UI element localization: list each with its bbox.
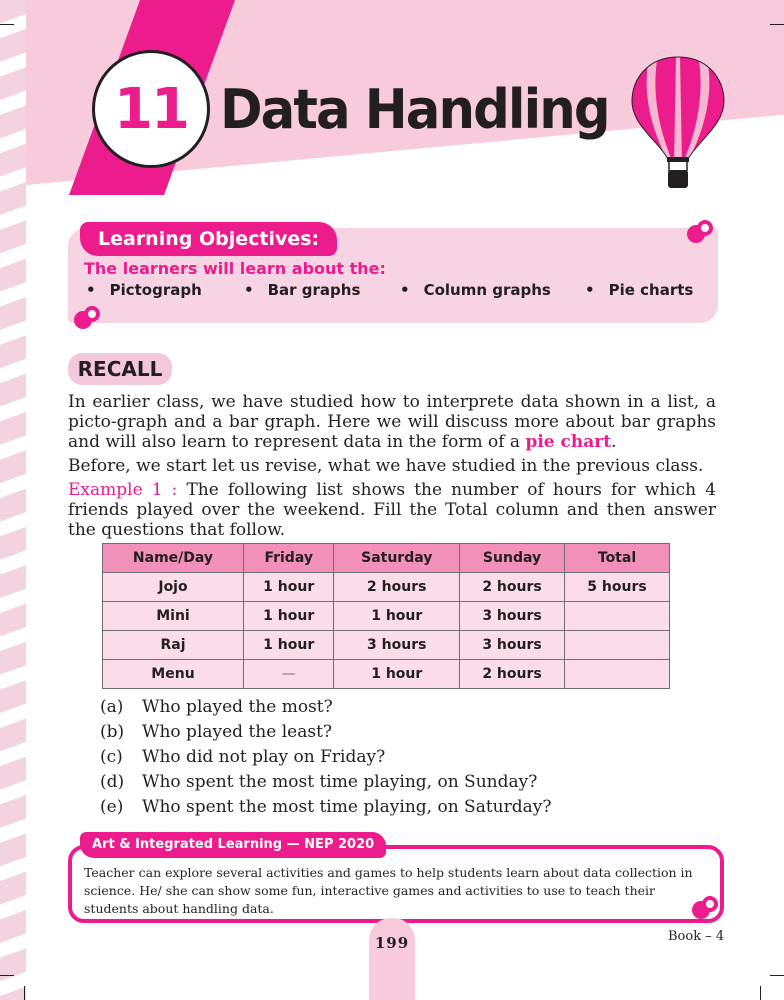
- table-cell: —: [243, 660, 333, 689]
- question-item: (b) Who played the least?: [100, 722, 333, 742]
- side-stripe-pattern: [0, 0, 26, 1000]
- crop-mark: [760, 986, 761, 1000]
- chapter-title: Data Handling: [220, 78, 609, 141]
- table-cell: 2 hours: [460, 660, 565, 689]
- nep-heading: Art & Integrated Learning — NEP 2020: [80, 832, 386, 858]
- objective-item: • Bar graphs: [244, 281, 361, 299]
- table-cell: Raj: [103, 631, 244, 660]
- objective-item: • Column graphs: [400, 281, 551, 299]
- question-item: (e) Who spent the most time playing, on Saturday?: [100, 797, 552, 817]
- crop-mark: [770, 975, 784, 976]
- crop-mark: [770, 24, 784, 25]
- table-header-row: [103, 544, 670, 573]
- flower-decoration-icon: [690, 894, 720, 922]
- table-cell: 1 hour: [243, 573, 333, 602]
- recall-paragraph: In earlier class, we have studied how to interprete data shown in a list, a picto-graph and a bar graph. Here we will discuss more about bar graphs and will also learn to represent data in the form of a pie chart.: [68, 392, 716, 452]
- table-header-cell: Sunday: [460, 544, 565, 573]
- book-label: Book – 4: [668, 929, 725, 944]
- table-row: [103, 602, 670, 631]
- table-cell: [565, 602, 670, 631]
- table-header-cell: Name/Day: [103, 544, 244, 573]
- table-header-cell: Saturday: [334, 544, 460, 573]
- flower-decoration-icon: [72, 304, 102, 332]
- table-cell: Menu: [103, 660, 244, 689]
- page-number-tab: [369, 918, 415, 1000]
- nep-text: Teacher can explore several activities and games to help students learn about data collection in science. He/ she can show some fun, interactive games and activities to use to teach their students about handling data.: [84, 865, 693, 916]
- table-header-cell: Total: [565, 544, 670, 573]
- table-header-cell: Friday: [243, 544, 333, 573]
- crop-mark: [24, 986, 25, 1000]
- question-item: (d) Who spent the most time playing, on Sunday?: [100, 772, 538, 792]
- table-cell: 1 hour: [243, 602, 333, 631]
- table-cell: 1 hour: [334, 660, 460, 689]
- table-row: [103, 631, 670, 660]
- learning-objectives-heading: Learning Objectives:: [80, 222, 337, 256]
- table-cell: 2 hours: [460, 573, 565, 602]
- table-cell: 3 hours: [334, 631, 460, 660]
- question-item: (c) Who did not play on Friday?: [100, 747, 386, 767]
- hours-played-table: [102, 543, 670, 689]
- table-cell: [565, 631, 670, 660]
- page-number: 199: [374, 934, 410, 952]
- example-label: Example 1 :: [68, 480, 178, 500]
- table-cell: 5 hours: [565, 573, 670, 602]
- crop-mark: [0, 24, 14, 25]
- objectives-intro: The learners will learn about the:: [84, 259, 386, 278]
- table-cell: Jojo: [103, 573, 244, 602]
- hot-air-balloon-icon: [628, 55, 728, 190]
- crop-mark: [0, 975, 14, 976]
- table-cell: 3 hours: [460, 631, 565, 660]
- table-row: [103, 660, 670, 689]
- flower-decoration-icon: [685, 218, 715, 246]
- objective-item: • Pie charts: [585, 281, 694, 299]
- objective-item: • Pictograph: [86, 281, 202, 299]
- table-cell: [565, 660, 670, 689]
- table-cell: Mini: [103, 602, 244, 631]
- question-item: (a) Who played the most?: [100, 697, 333, 717]
- recall-heading: RECALL: [68, 353, 172, 385]
- table-cell: 2 hours: [334, 573, 460, 602]
- chapter-number: 11: [114, 76, 188, 142]
- chapter-number-badge: [92, 50, 210, 168]
- table-cell: 3 hours: [460, 602, 565, 631]
- pie-chart-highlight: pie chart: [525, 432, 612, 452]
- table-row: [103, 573, 670, 602]
- table-cell: 1 hour: [334, 602, 460, 631]
- example-paragraph: Example 1 : The following list shows the number of hours for which 4 friends played over the weekend. Fill the Total column and then answer the questions that follow.: [68, 480, 717, 540]
- table-cell: 1 hour: [243, 631, 333, 660]
- revise-paragraph: Before, we start let us revise, what we have studied in the previous class.: [68, 456, 704, 476]
